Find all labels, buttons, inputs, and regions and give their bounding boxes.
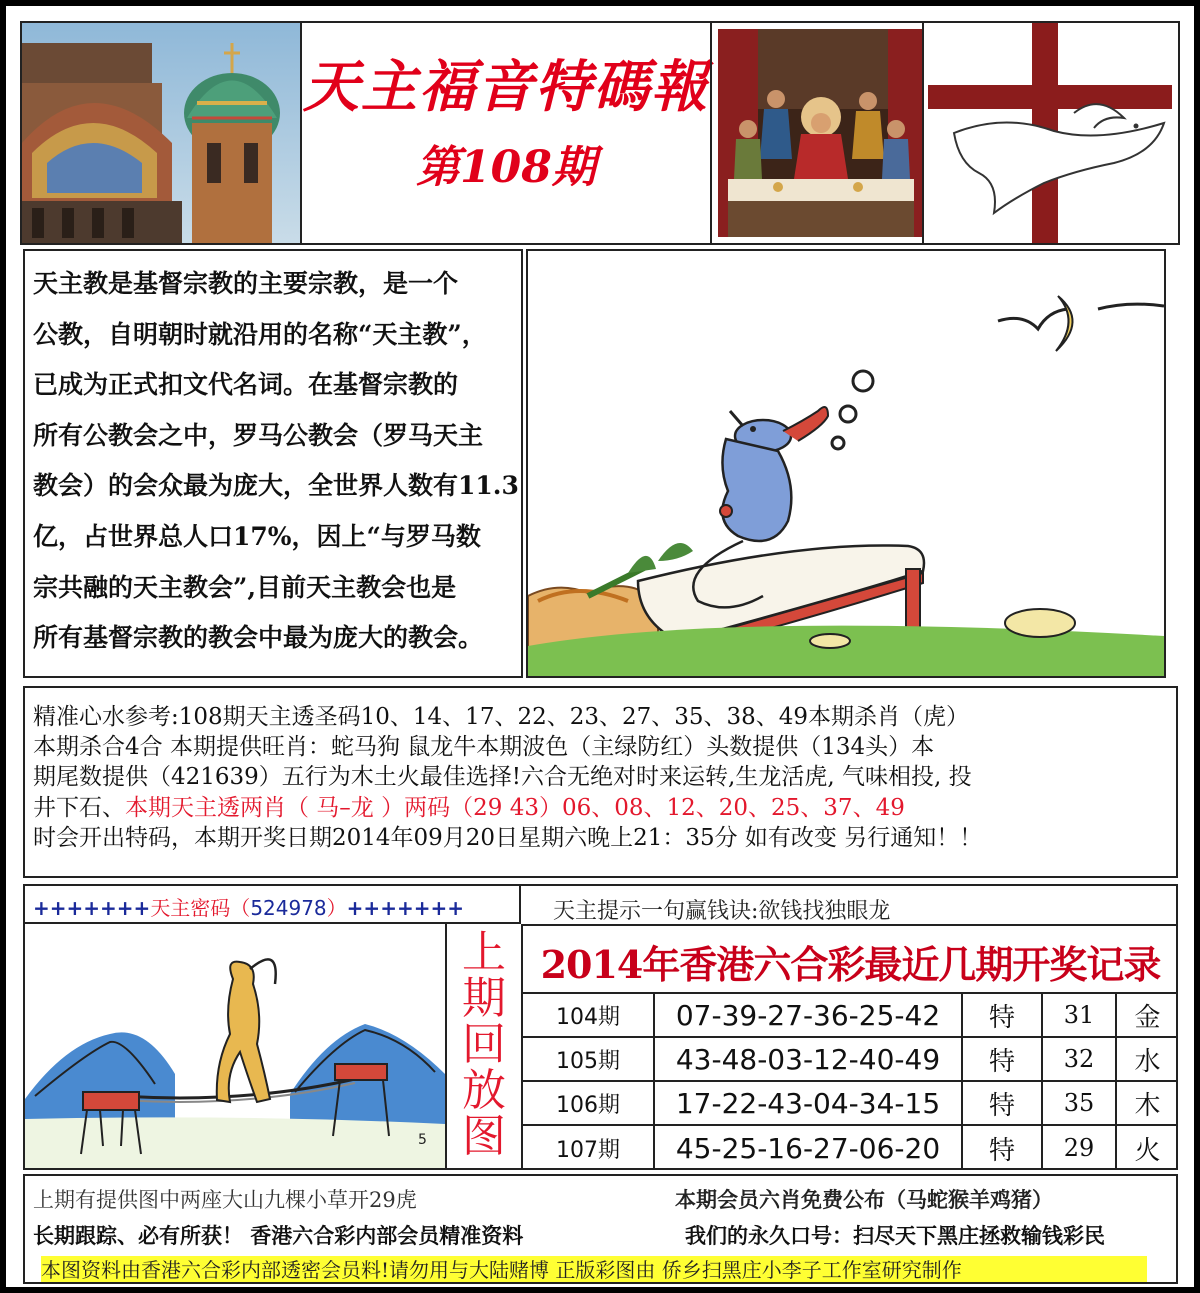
records-table xyxy=(523,992,1178,1170)
intro-line: 天主教是基督宗教的主要宗教，是一个 xyxy=(33,269,459,298)
footer-left-1: 上期有提供图中两座大山九棵小草开29虎 xyxy=(33,1188,417,1212)
svg-text:5: 5 xyxy=(418,1132,427,1148)
special-label-cell: 特 xyxy=(963,1038,1043,1082)
tips-highlight-text: 本期天主透两肖（ 马–龙 ）两码（29 43）06、08、12、20、25、37、49 xyxy=(125,794,905,821)
numbers-cell: 43-48-03-12-40-49 xyxy=(655,1038,963,1082)
tips-line: 时会开出特码，本期开奖日期2014年09月20日星期六晚上21：35分 如有改变 另行通知！！ xyxy=(33,824,983,851)
replay-char: 放 xyxy=(462,1065,506,1116)
replay-char: 图 xyxy=(462,1111,506,1162)
special-number-cell: 31 xyxy=(1043,994,1117,1038)
last-supper-painting xyxy=(718,29,924,237)
footer-banner: 本图资料由香港六合彩内部透密会员料!请勿用与大陆赌博 正版彩图由 侨乡扫黑庄小李子工作室研究制作 xyxy=(41,1256,1147,1284)
replay-label xyxy=(449,927,519,1162)
numbers-cell: 17-22-43-04-34-15 xyxy=(655,1082,963,1126)
special-label-cell: 特 xyxy=(963,994,1043,1038)
footer-right-1: 本期会员六肖免费公布（马蛇猴羊鸡猪） xyxy=(675,1187,1053,1212)
rat-illustration-panel xyxy=(526,249,1166,678)
monkey-tightrope-illustration xyxy=(25,924,445,1168)
tips-panel xyxy=(23,686,1178,878)
secret-plus-right: +++++++ xyxy=(346,896,464,920)
intro-line: 已成为正式扣文代名词。在基督宗教的 xyxy=(33,370,459,400)
intro-line: 所有公教会之中，罗马公教会（罗马天主 xyxy=(33,420,484,450)
footer-right-2: 我们的永久口号：扫尽天下黑庄拯救输钱彩民 xyxy=(685,1223,1105,1248)
secret-label: 天主密码（ xyxy=(150,896,251,920)
numbers-cell: 07-39-27-36-25-42 xyxy=(655,994,963,1038)
tips-line: 期尾数提供（421639）五行为木土火最佳选择!六合无绝对时来运转,生龙活虎, 气味相投, 投 xyxy=(33,764,972,791)
cross-dove-icon xyxy=(924,23,1178,243)
secret-code: 524978 xyxy=(250,896,327,920)
element-cell: 水 xyxy=(1117,1038,1178,1082)
replay-char: 期 xyxy=(462,973,506,1024)
period-cell: 106期 xyxy=(523,1082,655,1126)
intro-line: 所有基督宗教的教会中最为庞大的教会。 xyxy=(33,623,484,653)
period-cell: 105期 xyxy=(523,1038,655,1082)
footer-panel xyxy=(23,1174,1178,1284)
tips-text: 井下石、 xyxy=(33,794,125,821)
hint-text: 天主提示一句赢钱诀:欲钱找独眼龙 xyxy=(553,899,891,924)
special-number-cell: 29 xyxy=(1043,1126,1117,1170)
replay-char: 回 xyxy=(462,1019,506,1070)
element-cell: 火 xyxy=(1134,1135,1161,1166)
special-number-cell: 32 xyxy=(1043,1038,1117,1082)
records-section xyxy=(23,884,1178,1170)
special-label-cell: 特 xyxy=(963,1126,1043,1170)
page xyxy=(6,6,1194,1287)
period-cell: 107期 xyxy=(523,1126,655,1170)
intro-line: 亿，占世界总人口17%，因上“与罗马数 xyxy=(33,521,481,551)
tips-line: 精准心水参考:108期天主透圣码10、14、17、22、23、27、35、38、49本期杀肖（虎） xyxy=(33,704,970,730)
secret-plus-left: +++++++ xyxy=(33,896,151,920)
monkey-illustration-panel xyxy=(25,924,447,1170)
records-title: 2014年香港六合彩最近几期开奖记录 xyxy=(540,942,1161,987)
element-cell: 木 xyxy=(1117,1082,1178,1126)
issue-number: 第108期 xyxy=(416,142,596,193)
numbers-cell: 45-25-16-27-06-20 xyxy=(655,1126,963,1170)
footer-left-2: 长期跟踪、必有所获！ 香港六合彩内部会员精准资料 xyxy=(33,1223,524,1248)
intro-line: 教会）的会众最为庞大，全世界人数有11.3 xyxy=(33,471,519,501)
rat-smoking-pipe-illustration xyxy=(528,251,1164,676)
cathedral-image xyxy=(22,23,300,243)
tips-line xyxy=(33,793,1176,823)
header-panel xyxy=(20,21,1180,245)
replay-char: 上 xyxy=(462,927,506,978)
tips-line: 本期杀合4合 本期提供旺肖：蛇马狗 鼠龙牛本期波色（主绿防红）头数提供（134头）本 xyxy=(33,734,935,761)
special-number-cell: 35 xyxy=(1043,1082,1117,1126)
intro-panel xyxy=(23,249,523,678)
secret-close: ） xyxy=(326,896,347,920)
period-cell: 104期 xyxy=(523,994,655,1038)
intro-line: 宗共融的天主教会”,目前天主教会也是 xyxy=(33,572,457,602)
newspaper-title: 天主福音特碼報 xyxy=(303,54,709,120)
special-label-cell: 特 xyxy=(963,1082,1043,1126)
intro-line: 公教，自明朝时就沿用的名称“天主教”， xyxy=(33,319,487,349)
element-cell: 金 xyxy=(1117,994,1178,1038)
secret-code-bar xyxy=(25,886,521,924)
